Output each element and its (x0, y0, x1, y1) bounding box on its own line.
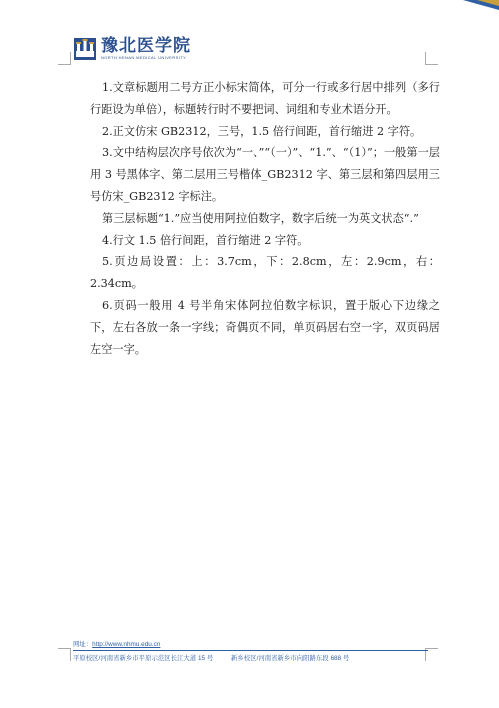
university-name-cn: 豫北医学院 (101, 36, 191, 56)
corner-decoration-gold (477, 0, 499, 6)
website-label: 网址： (73, 641, 93, 648)
paragraph: 2.正文仿宋 GB2312，三号，1.5 倍行间距，首行缩进 2 字符。 (102, 124, 422, 138)
paragraph: 1.文章标题用二号方正小标宋简体，可分一行或多行居中排列（多行行距设为单倍），标题转行时不要把词、词组和专业术语分开。 (90, 81, 440, 116)
paragraph: 6.页码一般用 4 号半角宋体阿拉伯数字标识，置于版心下边缘之下，左右各放一条一字线；奇偶页不同，单页码居右空一字，双页码居左空一字。 (90, 298, 440, 356)
letterhead (73, 32, 191, 66)
campus-address-pingyuan: 平原校区/河南省新乡市平原示范区长江大道 15 号 (73, 655, 214, 662)
paragraph: 第三层标题“1.”应当使用阿拉伯数字，数字后统一为英文状态“.” (102, 211, 419, 225)
address-line (73, 654, 365, 663)
crop-mark-top-left (58, 52, 71, 65)
university-emblem-icon (73, 37, 97, 61)
crop-mark-top-right (425, 52, 438, 65)
website-link[interactable]: http://www.nhmu.edu.cn (92, 641, 161, 648)
paragraph: 4.行文 1.5 倍行间距，首行缩进 2 字符。 (102, 233, 309, 247)
paragraph: 3.文中结构层次序号依次为“一、”“（一）”、“1.”、“（1）”；一般第一层用 3 号黑体字、第二层用三号楷体_GB2312 字、第三层和第四层用三号仿宋_GB2312 字标注。 (90, 146, 440, 203)
paragraph: 5.页边局设置：上：3.7cm，下：2.8cm，左：2.9cm，右：2.34cm。 (90, 255, 440, 291)
university-name (101, 37, 191, 61)
campus-address-xinxiang: 新乡校区/河南省新乡市向阳路东段 688 号 (231, 655, 350, 662)
university-name-en: NORTH HENAN MEDICAL UNIVERSITY (101, 55, 187, 60)
website-line (73, 640, 160, 649)
document-body (90, 77, 440, 360)
crop-mark-bottom-left (58, 648, 71, 661)
footer-divider (73, 650, 428, 651)
